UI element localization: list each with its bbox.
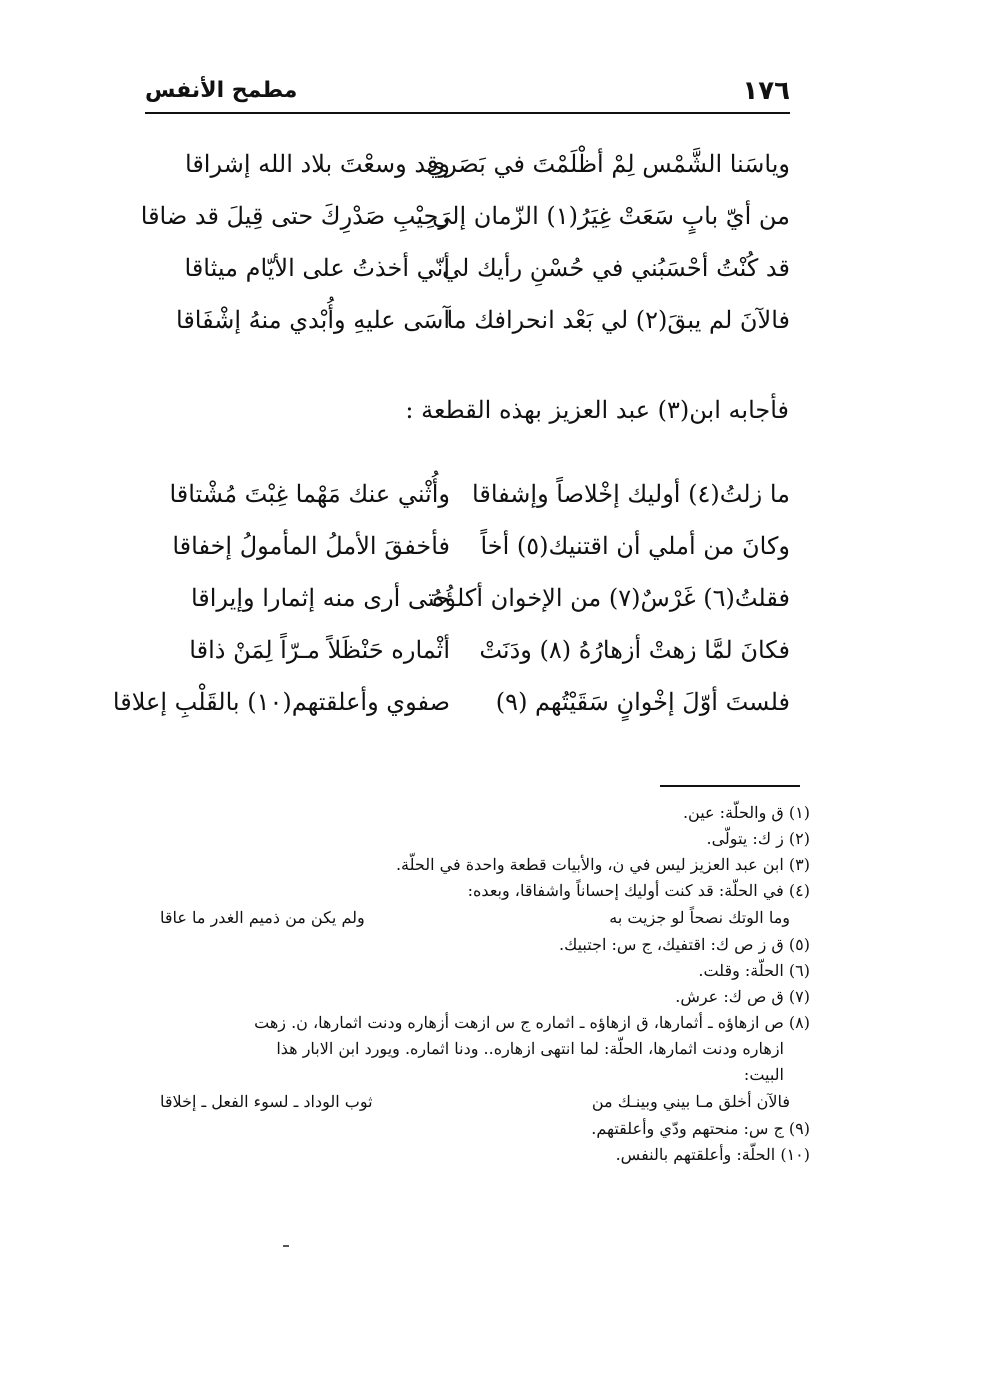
verse-line — [150, 468, 790, 520]
footnote-continuation-text: ازهاره ودنت اثمارها، الحلّة: لما انتهى ازهاره.. ودنا اثماره. ويورد ابن الابار هذا — [276, 1039, 784, 1058]
footnote: (٢) ز ك: يتولّى. — [706, 829, 810, 848]
footnote: (١٠) الحلّة: وأعلقتهم بالنفس. — [615, 1145, 810, 1164]
intro-sentence: فأجابه ابن(٣) عبد العزيز بهذه القطعة : — [405, 396, 789, 424]
verse-line — [140, 190, 790, 242]
verse-second-half: صفوي وأعلقتهم(١٠) بالقَلْبِ إعلاقا — [112, 688, 450, 716]
poem-second — [112, 468, 790, 728]
page-header — [145, 72, 790, 114]
footnote-verse-second-half: ثوب الوداد ـ لسوء الفعل ـ إخلاقا — [160, 1092, 373, 1111]
footnote: (٤) في الحلّة: قد كنت أوليك إحساناً واشفاقا، وبعده: — [467, 881, 810, 900]
verse-first-half: ما زلتُ(٤) أوليك إخْلاصاً وإشفاقا — [472, 480, 790, 508]
verse-first-half: فقلتُ(٦) غَرْسٌ(٧) من الإخوان أكلؤُهُ — [431, 584, 790, 612]
verse-line — [150, 572, 790, 624]
footnote: (٨) ص ازهاؤه ـ أثمارها، ق ازهاؤه ـ اثماره ج س ازهت أزهاره ودنت اثمارها، ن. زهت — [254, 1013, 810, 1032]
verse-second-half: أثْماره حَنْظَلاً مـرّاً لِمَنْ ذاقا — [189, 636, 450, 664]
verse-first-half: وياسَنا الشَّمْس لِمْ أظْلَمْتَ في بَصَري — [426, 150, 790, 178]
verse-second-half: وقد وسعْتَ بلاد الله إشراقا — [185, 150, 450, 178]
footnote-continuation — [150, 1036, 810, 1062]
verse-first-half: وكانَ من أملي أن اقتنيك(٥) أخاً — [480, 532, 790, 560]
verse-line — [150, 138, 790, 190]
verse-first-half: فالآنَ لم يبقَ(٢) لي بَعْد انحرافك ما — [446, 306, 790, 334]
page-number: ١٧٦ — [742, 76, 790, 106]
footnote-separator — [660, 785, 800, 787]
verse-second-half: رَحِيْبِ صَدْرِكَ حتى قِيلَ قد ضاقا — [140, 202, 450, 230]
verse-line — [150, 294, 790, 346]
footnote: (٣) ابن عبد العزيز ليس في ن، والأبيات قطعة واحدة في الحلّة. — [395, 855, 810, 874]
footnote-verse-second-half: ولم يكن من ذميم الغدر ما عاقا — [160, 908, 365, 927]
footnote-verse — [150, 1088, 810, 1116]
footnote: (٥) ق ز ص ك: اقتفيك، ج س: اجتبيك. — [559, 935, 810, 954]
footnote-verse-first-half: فالآن أخلق مـا بيني وبينـك من — [591, 1092, 790, 1111]
footnotes — [150, 800, 810, 1168]
footnote: (٦) الحلّة: وقلت. — [698, 961, 810, 980]
verse-first-half: فكانَ لمَّا زهتْ أزهارُهُ (٨) ودَنَتْ — [479, 636, 790, 664]
verse-line — [150, 520, 790, 572]
verse-first-half: فلستَ أوّلَ إخْوانٍ سَقَيْتُهم (٩) — [495, 688, 790, 716]
verse-first-half: من أيّ بابٍ سَعَتْ غِيَرُ(١) الزّمان إلى — [432, 202, 790, 230]
verse-second-half: حتى أرى منه إثمارا وإيراقا — [190, 584, 450, 612]
verse-line — [150, 242, 790, 294]
verse-second-half: آسَى عليهِ وأُبْدي منهُ إشْفَاقا — [176, 306, 450, 334]
running-title: مطمح الأنفس — [145, 78, 298, 103]
poem-first — [140, 138, 790, 346]
verse-second-half: فأخفقَ الأملُ المأمولُ إخفاقا — [172, 532, 450, 560]
footnote-continuation — [150, 1062, 810, 1088]
verse-line — [150, 624, 790, 676]
footnote: (٧) ق ص ك: عرش. — [675, 987, 810, 1006]
footnote: (١) ق والحلّة: عين. — [682, 803, 810, 822]
verse-line — [112, 676, 790, 728]
footnote-verse — [150, 904, 810, 932]
ink-mark — [283, 1245, 289, 1247]
verse-first-half: قد كُنْتُ أحْسَبُني في حُسْنِ رأيك لي — [442, 254, 790, 282]
verse-second-half: أنّي أخذتُ على الأيّام ميثاقا — [184, 254, 450, 282]
footnote-verse-first-half: وما الوتك نصحاً لو جزيت به — [609, 908, 790, 927]
footnote-continuation-text: البيت: — [743, 1065, 784, 1084]
footnote: (٩) ج س: منحتهم ودّي وأعلقتهم. — [591, 1119, 810, 1138]
verse-second-half: وأُثْني عنك مَهْما غِبْتَ مُشْتاقا — [169, 480, 450, 508]
